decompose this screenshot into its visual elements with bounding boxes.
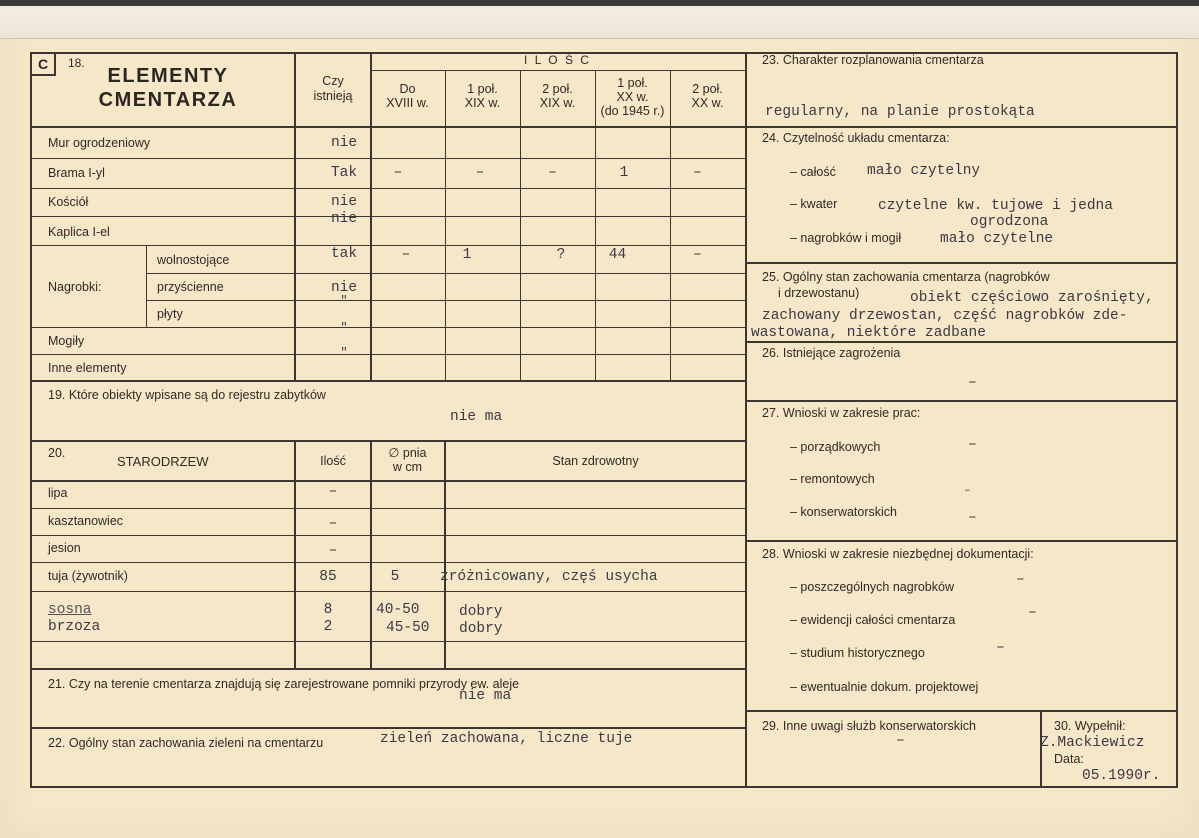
tree-lipa-qty: – [328, 484, 338, 500]
row-brama-label: Brama I-yl [48, 166, 105, 180]
row-inne-exists: " [340, 346, 348, 360]
s20-col-health: Stan zdrowotny [552, 454, 639, 468]
s30-date-label: Data: [1054, 752, 1084, 766]
rule [146, 300, 745, 301]
col-period-3-l1: 2 poł. [542, 82, 573, 96]
tree-kasztanowiec-name: kasztanowiec [48, 514, 124, 528]
s24-kwater-value-1: czytelne kw. tujowe i jedna [878, 198, 1113, 214]
col-period-3 [520, 82, 595, 110]
row-mur-label: Mur ogrodzeniowy [48, 136, 151, 150]
tree-jesion-qty: – [328, 543, 338, 559]
col-period-1-l2: XVIII w. [386, 96, 429, 110]
rule [745, 341, 1178, 343]
s28-item-studium: – studium historycznego [790, 646, 925, 660]
tree-tuja-name: tuja (żywotnik) [48, 569, 128, 583]
row-plyty-exists: " [340, 294, 348, 308]
rule [444, 440, 446, 668]
col-period-5-l1: 2 poł. [692, 82, 723, 96]
s24-calosc-value: mało czytelny [867, 163, 981, 179]
s21-value: nie ma [459, 688, 512, 704]
s27-item-remontowych: – remontowych [790, 472, 875, 486]
row-brama-exists: Tak [330, 165, 358, 181]
s20-number: 20. [48, 446, 66, 460]
s25-label-1: 25. Ogólny stan zachowania cmentarza (nagrobków [762, 270, 1050, 284]
col-period-5 [670, 82, 745, 110]
col-period-2-l1: 1 poł. [467, 82, 498, 96]
rule [745, 710, 1178, 712]
col-period-5-l2: XX w. [691, 96, 724, 110]
section-letter-box: C [30, 52, 56, 76]
row-plyty-label: płyty [157, 307, 183, 321]
row-nagrobki-label: Nagrobki: [48, 280, 102, 294]
s22-label: 22. Ogólny stan zachowania zieleni na cmentarzu [48, 736, 324, 750]
rule [370, 70, 745, 71]
rule [30, 480, 745, 482]
row-inne-label: Inne elementy [48, 361, 127, 375]
s27-label: 27. Wnioski w zakresie prac: [762, 406, 921, 420]
ilosc-header: I L O Ś C [524, 53, 591, 67]
tree-jesion-name: jesion [48, 541, 81, 555]
s28-label: 28. Wnioski w zakresie niezbędnej dokumentacji: [762, 547, 1034, 561]
row-brama-v1: – [393, 165, 403, 181]
tree-kasztanowiec-qty: – [328, 516, 338, 532]
col-exists-line2: istnieją [313, 89, 353, 103]
rule [30, 158, 745, 159]
section-18-number: 18. [68, 56, 85, 70]
s27-value-konserwatorskich: – [968, 510, 977, 526]
row-wolno-label: wolnostojące [157, 253, 230, 267]
s29-value: – [896, 733, 905, 749]
s30-date-value: 05.1990r. [1082, 768, 1161, 784]
s20-title: STARODRZEW [117, 454, 209, 469]
row-przysc-label: przyścienne [157, 280, 224, 294]
s26-label: 26. Istniejące zagrożenia [762, 346, 901, 360]
row-brama-v2: – [475, 165, 485, 181]
tree-tuja-diam: 5 [390, 569, 400, 585]
rule [30, 440, 745, 442]
s19-value: nie ma [450, 409, 503, 425]
section-18-title-line1: ELEMENTY [107, 65, 229, 87]
col-period-2 [445, 82, 520, 110]
row-brama-v5: – [693, 165, 702, 181]
col-period-4 [595, 76, 670, 118]
rule [745, 126, 1178, 128]
rule [30, 188, 745, 189]
top-paper-strip [0, 0, 1199, 39]
col-exists-line1: Czy [322, 74, 344, 88]
s27-value-porzadkowych: – [968, 437, 977, 453]
col-period-4-l1: 1 poł. [617, 76, 648, 90]
row-wolno-v5: – [693, 247, 702, 263]
row-brama-v4: 1 [619, 165, 629, 181]
col-period-1-l1: Do [399, 82, 416, 96]
tree-lipa-name: lipa [48, 486, 68, 500]
s25-value-2: zachowany drzewostan, część nagrobków zde- [762, 308, 1128, 324]
col-period-4-l3: (do 1945 r.) [600, 104, 665, 118]
tree-sosna-health: dobry [459, 604, 503, 620]
s26-value: – [968, 375, 977, 391]
rule [30, 126, 745, 128]
rule [30, 668, 745, 670]
s20-col-diam [371, 446, 444, 474]
rule [445, 70, 446, 380]
col-period-4-l2: XX w. [616, 90, 649, 104]
row-wolno-v3: ? [556, 247, 566, 263]
row-kosciol-exists: nie [330, 194, 358, 210]
s28-item-projektowej: – ewentualnie dokum. projektowej [790, 680, 979, 694]
s27-item-porzadkowych: – porządkowych [790, 440, 881, 454]
s25-value-3: wastowana, niektóre zadbane [751, 325, 986, 341]
tree-brzoza-health: dobry [459, 621, 503, 637]
s23-label: 23. Charakter rozplanowania cmentarza [762, 53, 984, 67]
row-wolno-v1: – [401, 247, 411, 263]
s28-value-studium: – [996, 640, 1005, 656]
rule [30, 562, 745, 563]
row-przysc-exists: nie [330, 280, 358, 296]
col-period-3-l2: XIX w. [539, 96, 576, 110]
rule [30, 508, 745, 509]
tree-tuja-health: zróżnicowany, częś usycha [440, 569, 658, 585]
rule [745, 540, 1178, 542]
col-period-2-l2: XIX w. [464, 96, 501, 110]
s24-kwater-value-2: ogrodzona [970, 214, 1049, 230]
s19-label: 19. Które obiekty wpisane są do rejestru zabytków [48, 388, 326, 402]
rule [30, 380, 745, 382]
row-mogily-label: Mogiły [48, 334, 85, 348]
section-18-title [68, 64, 268, 112]
row-mogily-exists: " [340, 321, 348, 335]
s20-col-diam-l1: ∅ pnia [388, 446, 427, 460]
row-wolno-v4: 44 [608, 247, 627, 263]
tree-sosna-name: sosna [48, 602, 92, 618]
rule [146, 245, 147, 327]
s29-label: 29. Inne uwagi służb konserwatorskich [762, 719, 977, 733]
rule [30, 535, 745, 536]
rule [30, 591, 745, 592]
s22-value: zieleń zachowana, liczne tuje [380, 731, 633, 747]
tree-tuja-qty: 85 [319, 569, 337, 585]
s25-value-1: obiekt częściowo zarośnięty, [910, 290, 1154, 306]
row-kaplica-label: Kaplica I-el [48, 225, 110, 239]
row-kosciol-label: Kościół [48, 195, 89, 209]
s24-calosc-label: – całość [790, 165, 836, 179]
s28-value-nagrobkow: – [1016, 572, 1025, 588]
col-period-1 [370, 82, 445, 110]
tree-sosna-qty: 8 [323, 602, 333, 618]
rule [30, 641, 745, 642]
rule [670, 70, 671, 380]
column-divider [745, 52, 747, 788]
s28-item-ewidencji: – ewidencji całości cmentarza [790, 613, 956, 627]
rule [745, 400, 1178, 402]
tree-brzoza-qty: 2 [323, 619, 333, 635]
row-mur-exists: nie [330, 135, 358, 151]
s24-nagrobkow-label: – nagrobków i mogił [790, 231, 902, 245]
s24-kwater-label: – kwater [790, 197, 838, 211]
row-wolno-exists: tak [330, 246, 358, 262]
s21-label: 21. Czy na terenie cmentarza znajdują się zarejestrowane pomniki przyrody ew. aleje [48, 677, 520, 691]
tree-brzoza-name: brzoza [48, 619, 101, 635]
rule [370, 440, 372, 668]
rule [745, 262, 1178, 264]
tree-brzoza-diam: 45-50 [386, 620, 430, 636]
s23-value: regularny, na planie prostokąta [765, 104, 1035, 120]
row-kaplica-exists: nie [330, 211, 358, 227]
s30-label: 30. Wypełnił: [1054, 719, 1126, 733]
rule [30, 727, 745, 729]
col-exists-header [296, 74, 370, 104]
s20-col-qty: Ilość [320, 454, 346, 468]
rule [146, 273, 745, 274]
rule [520, 70, 521, 380]
s30-name: Z.Mackiewicz [1040, 735, 1145, 751]
s24-nagrobkow-value: mało czytelne [940, 231, 1054, 247]
tree-sosna-diam: 40-50 [376, 602, 420, 618]
section-18-title-line2: CMENTARZA [98, 89, 238, 111]
s25-label-2: i drzewostanu) [778, 286, 860, 300]
s24-label: 24. Czytelność układu cmentarza: [762, 131, 950, 145]
s27-item-konserwatorskich: – konserwatorskich [790, 505, 897, 519]
s28-item-nagrobkow: – poszczególnych nagrobków [790, 580, 954, 594]
s27-value-remontowych: – [964, 485, 971, 497]
s28-value-ewidencji: – [1028, 605, 1037, 621]
s20-col-diam-l2: w cm [392, 460, 423, 474]
row-brama-v3: – [548, 165, 557, 181]
row-wolno-v2: 1 [462, 247, 472, 263]
